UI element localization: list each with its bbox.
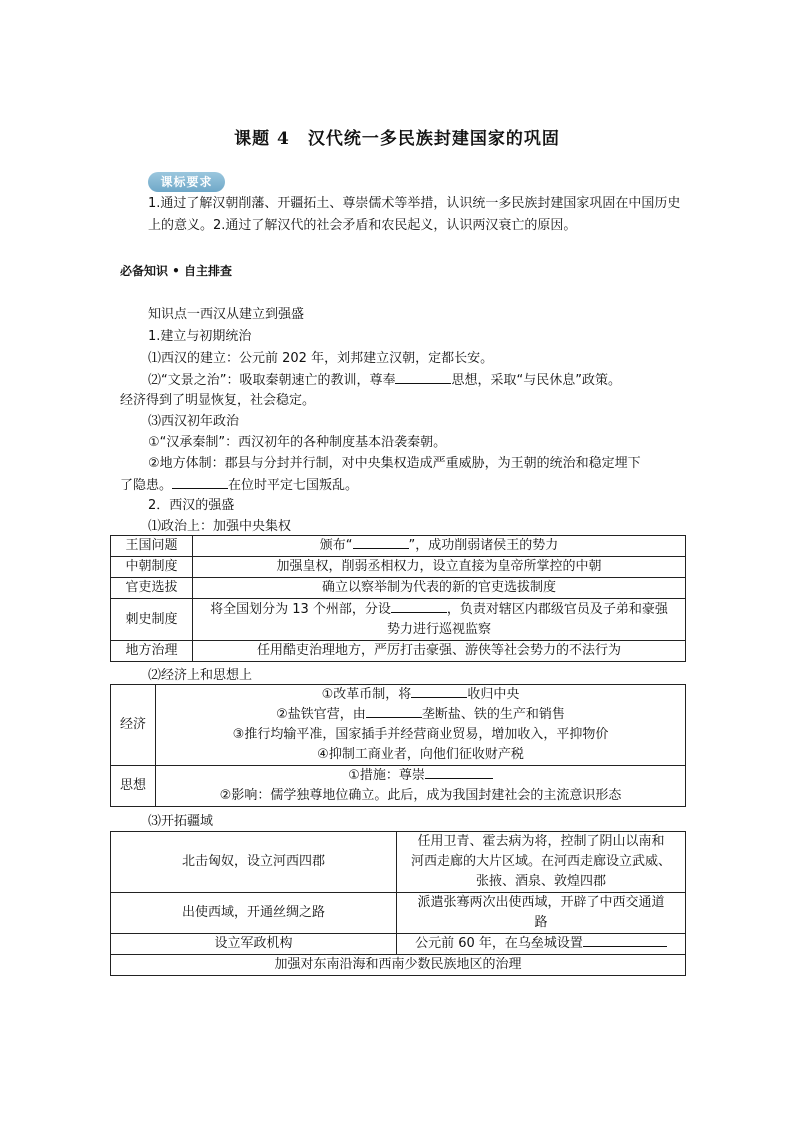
table-row [111, 599, 686, 641]
table-row [111, 578, 686, 599]
text-line: ⑶开拓疆域 [148, 814, 214, 829]
requirements-text: 1.通过了解汉朝削藩、开疆拓土、尊崇儒术等举措，认识统一多民族封建国家巩固在中国历史上的意义。2.通过了解汉代的社会矛盾和农民起义，认识两汉衰亡的原因。 [148, 196, 681, 233]
fill-blank[interactable] [391, 600, 447, 613]
row-label: 官吏选拔 [111, 578, 193, 599]
row-label: 思想 [111, 766, 156, 807]
row-content: 确立以察举制为代表的新的官吏选拔制度 [193, 578, 686, 599]
subheading-prosperity: 2．西汉的强盛 [148, 498, 235, 513]
text-line: 了隐患。 在位时平定七国叛乱。 [120, 478, 359, 493]
page-title: 课题 4 汉代统一多民族封建国家的巩固 [234, 129, 560, 149]
subheading-establishment: 1.建立与初期统治 [148, 329, 252, 344]
table-row [111, 641, 686, 662]
politics-table [110, 535, 686, 662]
row-content: 任用卫青、霍去病为将，控制了阴山以南和 河西走廊的大片区域。在河西走廊设立武威、 张掖、酒泉、敦煌四郡 [397, 832, 686, 893]
fill-blank[interactable] [172, 476, 228, 489]
row-label: 经济 [111, 685, 156, 766]
text-line: ⑵经济上和思想上 [148, 668, 253, 683]
row-content: 将全国划分为 13 个州部，分设 ，负责对辖区内郡级官员及子弟和豪强 势力进行巡视监察 [193, 599, 686, 641]
table-row [111, 766, 686, 807]
territory-table [110, 831, 686, 976]
table-row [111, 685, 686, 766]
text-line: 经济得到了明显恢复，社会稳定。 [120, 393, 316, 408]
table-row [111, 557, 686, 578]
fill-blank[interactable] [366, 705, 422, 718]
section-heading: 必备知识 • 自主排查 [120, 264, 233, 278]
text-line: ⑴政治上：加强中央集权 [148, 519, 292, 534]
row-label: 刺史制度 [111, 599, 193, 641]
row-content: 派遣张骞两次出使西域，开辟了中西交通道 路 [397, 893, 686, 934]
table-row [111, 934, 686, 955]
fill-blank[interactable] [425, 766, 493, 779]
text-line: ⑴西汉的建立：公元前 202 年，刘邦建立汉朝，定都长安。 [148, 351, 494, 366]
row-label: 王国问题 [111, 536, 193, 557]
requirements-badge: 课标要求 [148, 172, 225, 192]
table-row [111, 536, 686, 557]
text-line: ②地方体制：郡县与分封并行制，对中央集权造成严重威胁，为王朝的统治和稳定埋下 [148, 456, 641, 471]
row-label: 出使西域，开通丝绸之路 [111, 893, 397, 934]
row-content: 任用酷吏治理地方，严厉打击豪强、游侠等社会势力的不法行为 [193, 641, 686, 662]
row-label: 中朝制度 [111, 557, 193, 578]
row-content: 颁布“ ”，成功削弱诸侯王的势力 [193, 536, 686, 557]
row-content: 公元前 60 年，在乌垒城设置 [397, 934, 686, 955]
fill-blank[interactable] [395, 371, 451, 384]
row-content: ①改革币制，将 收归中央 ②盐铁官营，由 垄断盐、铁的生产和销售 ③推行均输平准，国家插手并经营商业贸易，增加收入，平抑物价 ④抑制工商业者，向他们征收财产税 [156, 685, 686, 766]
text-line: ⑶西汉初年政治 [148, 414, 240, 429]
row-content: ①措施：尊崇 ②影响：儒学独尊地位确立。此后，成为我国封建社会的主流意识形态 [156, 766, 686, 807]
fill-blank[interactable] [411, 685, 467, 698]
table-row [111, 955, 686, 976]
table-row [111, 832, 686, 893]
text-line: ⑵“文景之治”：吸取秦朝速亡的教训，尊奉 思想，采取“与民休息”政策。 [148, 373, 621, 388]
row-label: 地方治理 [111, 641, 193, 662]
fill-blank[interactable] [353, 536, 409, 549]
row-label: 设立军政机构 [111, 934, 397, 955]
row-content: 加强对东南沿海和西南少数民族地区的治理 [111, 955, 686, 976]
row-label: 北击匈奴，设立河西四郡 [111, 832, 397, 893]
row-content: 加强皇权，削弱丞相权力，设立直接为皇帝所掌控的中朝 [193, 557, 686, 578]
fill-blank[interactable] [583, 934, 667, 947]
economy-thought-table [110, 684, 686, 807]
table-row [111, 893, 686, 934]
text-line: ①“汉承秦制”：西汉初年的各种制度基本沿袭秦朝。 [148, 435, 447, 450]
knowledge-point-heading: 知识点一西汉从建立到强盛 [148, 307, 305, 322]
